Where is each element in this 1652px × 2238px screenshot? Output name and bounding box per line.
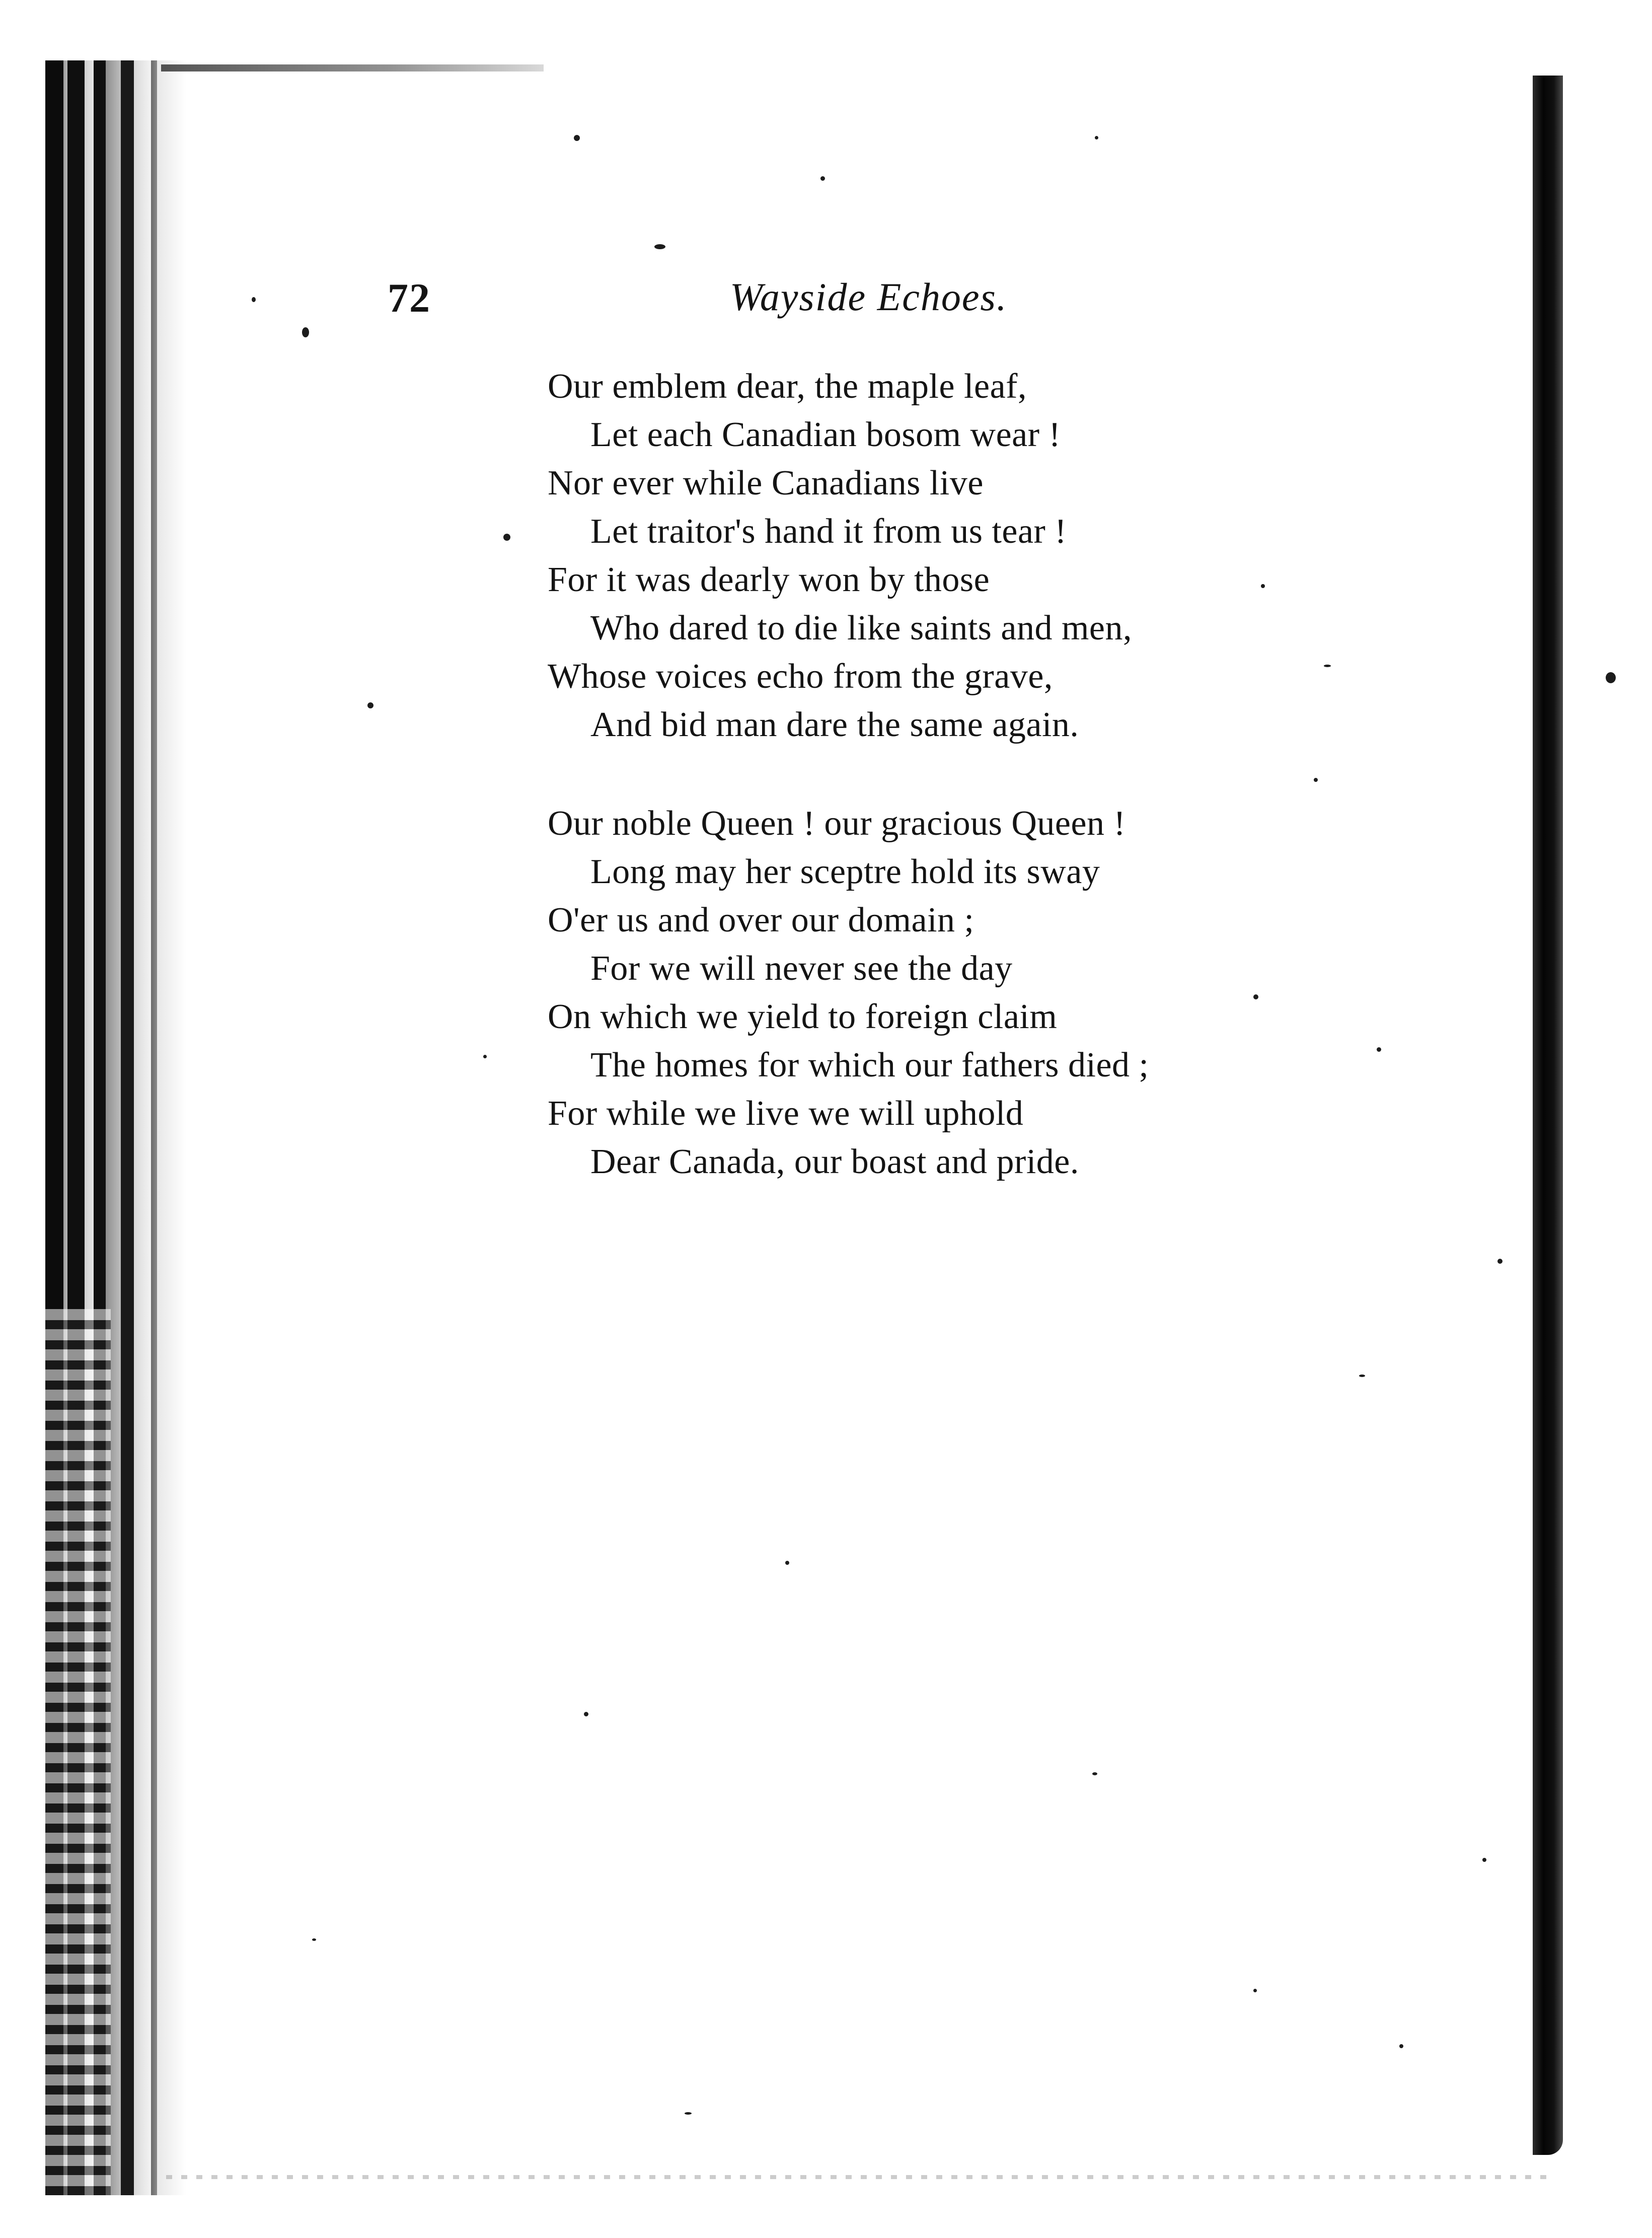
scan-speck bbox=[1092, 1772, 1097, 1775]
poem-line: Long may her sceptre hold its sway bbox=[590, 852, 1100, 891]
scanned-bottom-edge bbox=[166, 2175, 1555, 2179]
scanned-right-edge bbox=[1533, 76, 1563, 2155]
poem-line: For it was dearly won by those bbox=[548, 560, 990, 599]
scan-speck bbox=[1314, 778, 1318, 782]
poem-line: Our emblem dear, the maple leaf, bbox=[548, 367, 1027, 406]
page-number: 72 bbox=[388, 275, 431, 321]
scan-speck bbox=[1324, 665, 1331, 667]
poem-line: Let each Canadian bosom wear ! bbox=[590, 415, 1061, 454]
stanza-2 bbox=[548, 800, 1303, 1186]
scan-speck bbox=[785, 1561, 789, 1565]
poem-line: Nor ever while Canadians live bbox=[548, 464, 984, 502]
poem-line: For we will never see the day bbox=[590, 949, 1013, 988]
scan-speck bbox=[252, 297, 256, 302]
scan-speck bbox=[1399, 2044, 1403, 2048]
scan-speck bbox=[1606, 672, 1616, 683]
scan-speck bbox=[654, 244, 665, 249]
poem-line: O'er us and over our domain ; bbox=[548, 901, 974, 940]
poem-line: On which we yield to foreign claim bbox=[548, 997, 1058, 1036]
poem-line: Let traitor's hand it from us tear ! bbox=[590, 512, 1067, 551]
scan-speck bbox=[584, 1712, 588, 1716]
scan-speck bbox=[1359, 1375, 1365, 1377]
scan-speck bbox=[1497, 1259, 1503, 1264]
scanned-left-edge-tab bbox=[45, 1309, 111, 2195]
poem-line: Dear Canada, our boast and pride. bbox=[590, 1142, 1079, 1181]
scan-speck bbox=[312, 1938, 316, 1941]
scan-speck bbox=[302, 327, 309, 337]
scanned-top-edge bbox=[161, 64, 544, 71]
poem-line: Whose voices echo from the grave, bbox=[548, 657, 1053, 696]
scan-speck bbox=[1253, 994, 1258, 999]
stanza-1 bbox=[548, 363, 1303, 749]
scan-speck bbox=[483, 1055, 487, 1058]
poem-line: For while we live we will uphold bbox=[548, 1094, 1024, 1133]
scan-speck bbox=[1253, 1989, 1257, 1992]
scan-speck bbox=[1095, 136, 1098, 139]
poem-line: And bid man dare the same again. bbox=[590, 705, 1079, 744]
scan-speck bbox=[1377, 1047, 1381, 1052]
poem-line: The homes for which our fathers died ; bbox=[590, 1046, 1149, 1085]
scan-speck bbox=[1482, 1858, 1486, 1862]
poem-line: Who dared to die like saints and men, bbox=[590, 609, 1132, 647]
running-head bbox=[388, 274, 1042, 325]
scan-speck bbox=[685, 2112, 692, 2115]
scan-speck bbox=[367, 702, 373, 708]
scan-speck bbox=[574, 135, 580, 141]
book-title: Wayside Echoes. bbox=[730, 275, 1008, 319]
scan-speck bbox=[820, 176, 825, 181]
poem-line: Our noble Queen ! our gracious Queen ! bbox=[548, 804, 1126, 843]
poem bbox=[548, 363, 1303, 1237]
scan-speck bbox=[1261, 584, 1265, 588]
scan-speck bbox=[503, 534, 510, 541]
